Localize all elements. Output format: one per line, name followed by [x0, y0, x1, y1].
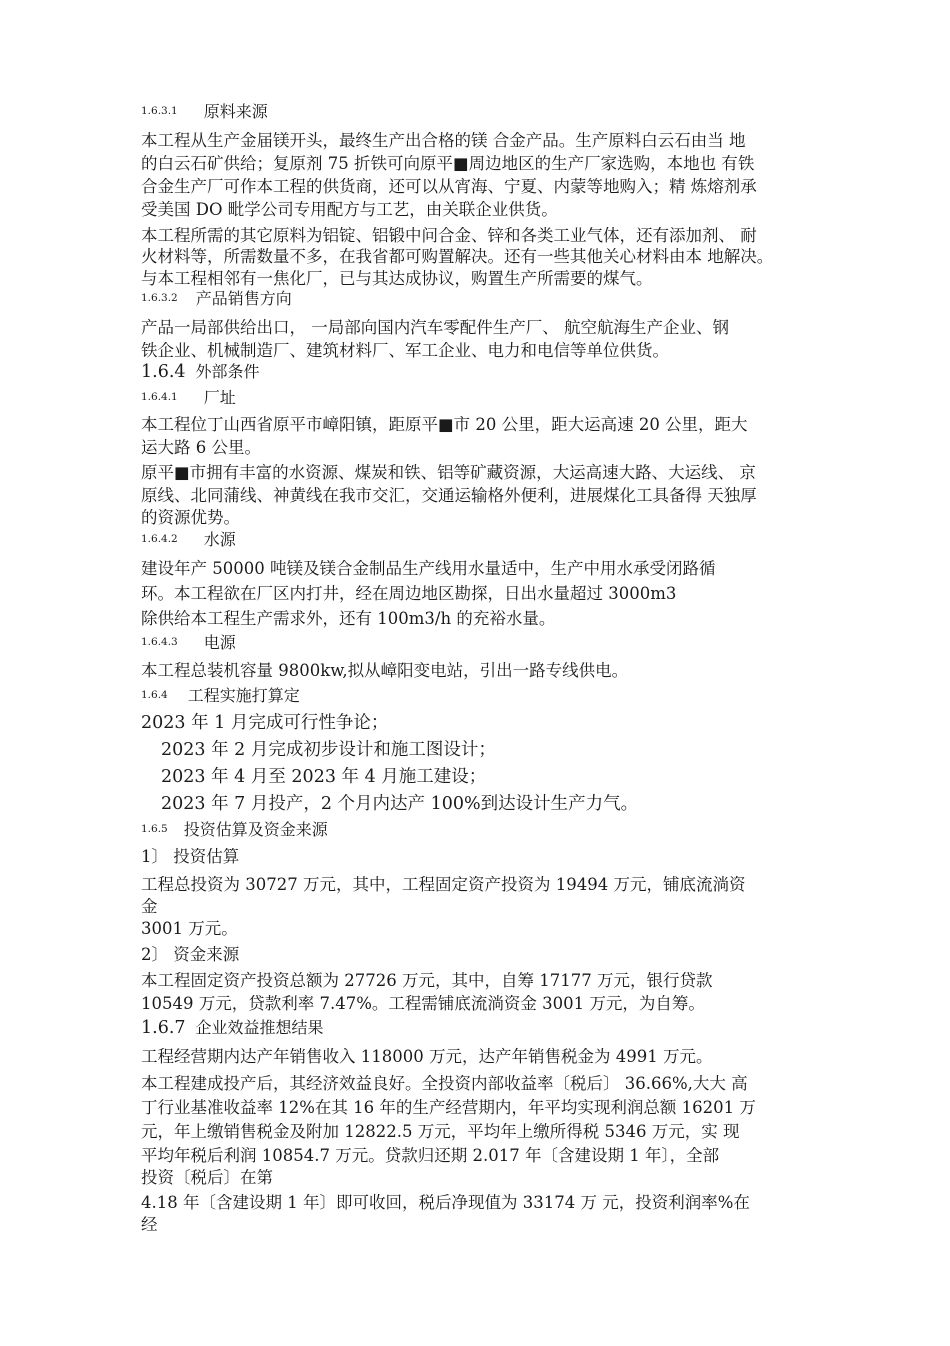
paragraph-line: 除供给本工程生产需求外，还有 100m3/h 的充裕水量。 [141, 609, 556, 628]
paragraph-line: 与本工程相邻有一焦化厂，已与其达成协议，购置生产所需要的煤气。 [141, 269, 653, 288]
section-title: 投资估算及资金来源 [183, 820, 328, 839]
schedule-line: 2023 年 7 月投产，2 个月内达产 100%到达设计生产力气。 [161, 794, 639, 814]
section-number: 1.6.7 [141, 1018, 186, 1038]
section-number: 1.6.5 [141, 823, 168, 835]
paragraph-line: 受美国 DO 毗学公司专用配方与工艺，由关联企业供货。 [141, 200, 558, 219]
section-title: 水源 [203, 530, 236, 549]
paragraph-line: 工程总投资为 30727 万元，其中，工程固定资产投资为 19494 万元，铺底流淌资 [141, 875, 746, 894]
section-number: 1.6.3.2 [141, 292, 178, 304]
paragraph-line: 平均年税后利润 10854.7 万元。贷款归还期 2.017 年〔含建设期 1 年〕，全部 [141, 1146, 720, 1165]
paragraph-line: 丁行业基准收益率 12%在其 16 年的生产经营期内，年平均实现利润总额 16201 万 [141, 1098, 756, 1117]
section-heading-1-6-4-1 [141, 388, 236, 408]
paragraph-line: 运大路 6 公里。 [141, 438, 261, 457]
paragraph-line: 原线、北同蒲线、神黄线在我市交汇，交通运输格外便利，进展煤化工具备得 天独厚 [141, 486, 757, 505]
paragraph-line: 产品一局部供给出口， 一局部向国内汽车零配件生产厂、 航空航海生产企业、钢 [141, 318, 729, 337]
subheading-line: 2〕 资金来源 [141, 945, 240, 964]
section-number: 1.6.4.1 [141, 391, 178, 403]
section-heading-1-6-4-2 [141, 530, 236, 550]
section-number: 1.6.4.2 [141, 533, 178, 545]
paragraph-line: 经 [141, 1215, 158, 1234]
paragraph-line: 铁企业、机械制造厂、建筑材料厂、军工企业、电力和电信等单位供货。 [141, 341, 669, 360]
paragraph-line: 投资〔税后〕在第 [141, 1168, 273, 1187]
section-title: 产品销售方向 [195, 289, 292, 308]
paragraph-line: 的白云石矿供给；复原剂 75 折铁可向原平■周边地区的生产厂家选购，本地也 有铁 [141, 154, 755, 173]
schedule-line: 2023 年 1 月完成可行性争论； [141, 713, 389, 733]
paragraph-line: 的资源优势。 [141, 508, 240, 527]
paragraph-line: 4.18 年〔含建设期 1 年〕即可收回，税后净现值为 33174 万 元，投资利润率%在 [141, 1193, 750, 1212]
schedule-line: 2023 年 2 月完成初步设计和施工图设计； [161, 740, 496, 760]
section-number: 1.6.4 [141, 689, 168, 701]
section-heading-1-6-4-3 [141, 633, 236, 653]
paragraph-line: 建设年产 50000 吨镁及镁合金制品生产线用水量适中，生产中用水承受闭路循 [141, 559, 716, 578]
paragraph-line: 原平■市拥有丰富的水资源、煤炭和铁、铝等矿藏资源，大运高速大路、大运线、 京 [141, 463, 756, 482]
paragraph-line: 本工程建成投产后，其经济效益良好。全投资内部收益率〔税后〕 36.66%,大大 高 [141, 1074, 748, 1093]
section-heading-1-6-5 [141, 820, 328, 840]
paragraph-line: 金 [141, 897, 158, 916]
paragraph-line: 本工程位丁山西省原平市嶂阳镇，距原平■市 20 公里，距大运高速 20 公里，距大 [141, 415, 748, 434]
section-number: 1.6.4.3 [141, 636, 178, 648]
section-number: 1.6.3.1 [141, 105, 178, 117]
section-heading-1-6-3-1 [141, 102, 268, 122]
subheading-line: 1〕 投资估算 [141, 847, 240, 866]
paragraph-line: 10549 万元，贷款利率 7.47%。工程需铺底流淌资金 3001 万元，为自筹。 [141, 994, 705, 1013]
section-heading-1-6-7 [141, 1018, 324, 1038]
schedule-line: 2023 年 4 月至 2023 年 4 月施工建设； [161, 767, 487, 787]
paragraph-line: 合金生产厂可作本工程的供货商，还可以从宵海、宁夏、内蒙等地购入；精 炼熔剂承 [141, 177, 757, 196]
section-heading-1-6-3-2 [141, 289, 292, 309]
paragraph-line: 元，年上缴销售税金及附加 12822.5 万元，平均年上缴所得税 5346 万元，实 现 [141, 1122, 740, 1141]
section-title: 企业效益推想结果 [195, 1018, 324, 1037]
section-heading-1-6-4-schedule [141, 686, 300, 706]
section-title: 工程实施打算定 [187, 686, 300, 705]
paragraph-line: 环。本工程欲在厂区内打井，经在周边地区勘探，日出水量超过 3000m3 [141, 584, 677, 603]
section-title: 外部条件 [195, 362, 260, 381]
paragraph-line: 本工程所需的其它原料为铝锭、铝锻中问合金、锌和各类工业气体，还有添加剂、 耐 [141, 226, 757, 245]
section-title: 厂址 [203, 388, 236, 407]
section-title: 电源 [203, 633, 236, 652]
paragraph-line: 3001 万元。 [141, 919, 238, 938]
paragraph-line: 本工程固定资产投资总额为 27726 万元，其中，自筹 17177 万元，银行贷款 [141, 971, 713, 990]
paragraph-line: 本工程总装机容量 9800kw,拟从嶂阳变电站，引出一路专线供电。 [141, 661, 629, 680]
section-heading-1-6-4 [141, 362, 260, 382]
paragraph-line: 本工程从生产金届镁开头，最终生产出合格的镁 合金产品。生产原料白云石由当 地 [141, 131, 746, 150]
paragraph-line: 火材料等，所需数量不多，在我省都可购置解决。还有一些其他关心材料由本 地解决。 [141, 247, 774, 266]
section-title: 原料来源 [203, 102, 268, 121]
section-number: 1.6.4 [141, 362, 186, 382]
paragraph-line: 工程经营期内达产年销售收入 118000 万元，达产年销售税金为 4991 万元。 [141, 1047, 713, 1066]
